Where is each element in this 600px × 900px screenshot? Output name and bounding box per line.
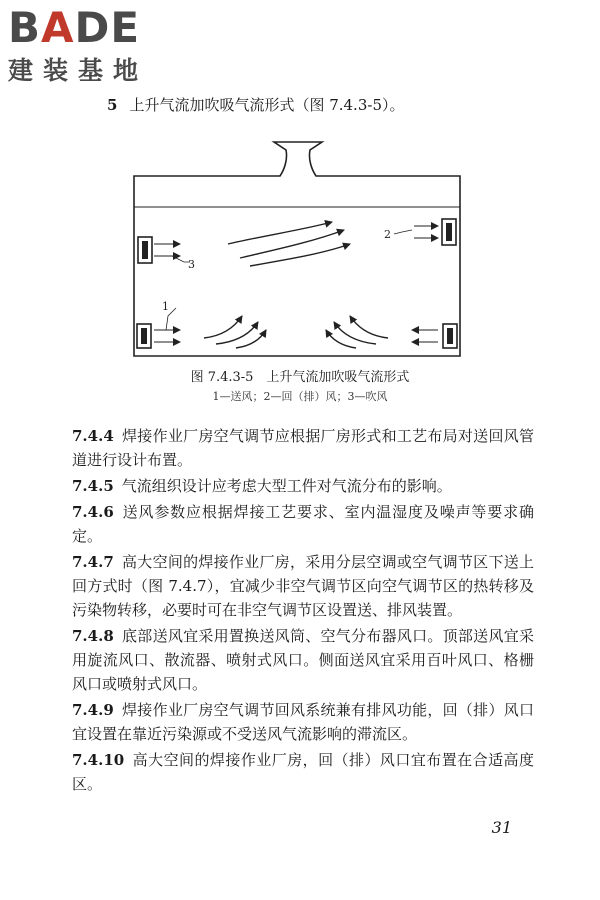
label-2: 2 (384, 228, 391, 241)
logo-subtitle: 建装基地 (8, 56, 149, 85)
item-number: 5 (107, 96, 118, 114)
item-text: 上升气流加吹吸气流形式（图 7.4.3-5）。 (129, 96, 405, 114)
clause-7-4-8 (72, 624, 534, 696)
clause-7-4-6 (72, 500, 534, 548)
clause-number: 7.4.9 (72, 701, 114, 719)
clause-number: 7.4.4 (72, 427, 114, 445)
clause-number: 7.4.6 (72, 503, 114, 521)
blow-outlet-left (138, 237, 152, 263)
logo-letter-e: E (110, 3, 141, 52)
clause-7-4-7 (72, 550, 534, 622)
clause-text: 送风参数应根据焊接工艺要求、室内温湿度及噪声等要求确定。 (72, 503, 534, 545)
supply-outlet-bottom-right (443, 324, 457, 348)
clause-list (72, 424, 534, 798)
return-arrows-right (414, 226, 438, 238)
rising-flows-left (204, 316, 266, 348)
clause-number: 7.4.8 (72, 627, 114, 645)
return-outlet-right (442, 219, 456, 245)
clause-text: 高大空间的焊接作业厂房，回（排）风口宜布置在合适高度区。 (72, 751, 534, 793)
clause-7-4-4 (72, 424, 534, 472)
label-1: 1 (162, 300, 169, 313)
logo-letter-d: D (74, 3, 111, 52)
logo-letter-a: A (41, 3, 75, 52)
airflow-diagram (132, 140, 464, 362)
figure-legend: 1—送风；2—回（排）风；3—吹风 (212, 390, 388, 403)
logo-wordmark (8, 3, 183, 52)
clause-text: 气流组织设计应考虑大型工件对气流分布的影响。 (121, 477, 452, 495)
page-number: 31 (491, 818, 512, 837)
label-3: 3 (188, 258, 195, 271)
clause-7-4-10 (72, 748, 534, 796)
supply-outlet-bottom-left (137, 324, 151, 348)
clause-number: 7.4.10 (72, 751, 125, 769)
list-item-5 (107, 94, 405, 116)
supply-arrows-bottom-left (154, 330, 180, 342)
clause-text: 底部送风宜采用置换送风筒、空气分布器风口。顶部送风宜采用旋流风口、散流器、喷射式风口。侧面送风宜采用百叶风口、格栅风口或喷射式风口。 (72, 627, 534, 693)
building-outline (134, 142, 460, 356)
clause-number: 7.4.5 (72, 477, 114, 495)
clause-7-4-9 (72, 698, 534, 746)
bade-logo (8, 3, 183, 86)
logo-letter-b: B (8, 3, 42, 52)
clause-text: 焊接作业厂房空气调节回风系统兼有排风功能，回（排）风口宜设置在靠近污染源或不受送风气流影响的滞流区。 (72, 701, 534, 743)
rising-flows-right (326, 316, 388, 348)
clause-7-4-5 (72, 474, 534, 498)
supply-arrows-bottom-right (412, 330, 438, 342)
figure-caption: 图 7.4.3-5 上升气流加吹吸气流形式 (190, 370, 410, 385)
clause-number: 7.4.7 (72, 553, 114, 571)
clause-text: 高大空间的焊接作业厂房，采用分层空调或空气调节区下送上回方式时（图 7.4.7），宜减少非空气调节区向空气调节区的热转移及污染物转移，必要时可在非空气调节区设置送、排风装置。 (72, 553, 534, 619)
upward-airflow-arrows (228, 222, 350, 266)
blow-arrows-left (154, 244, 180, 256)
label-leaders (166, 230, 412, 330)
clause-text: 焊接作业厂房空气调节应根据厂房形式和工艺布局对送回风管道进行设计布置。 (72, 427, 534, 469)
